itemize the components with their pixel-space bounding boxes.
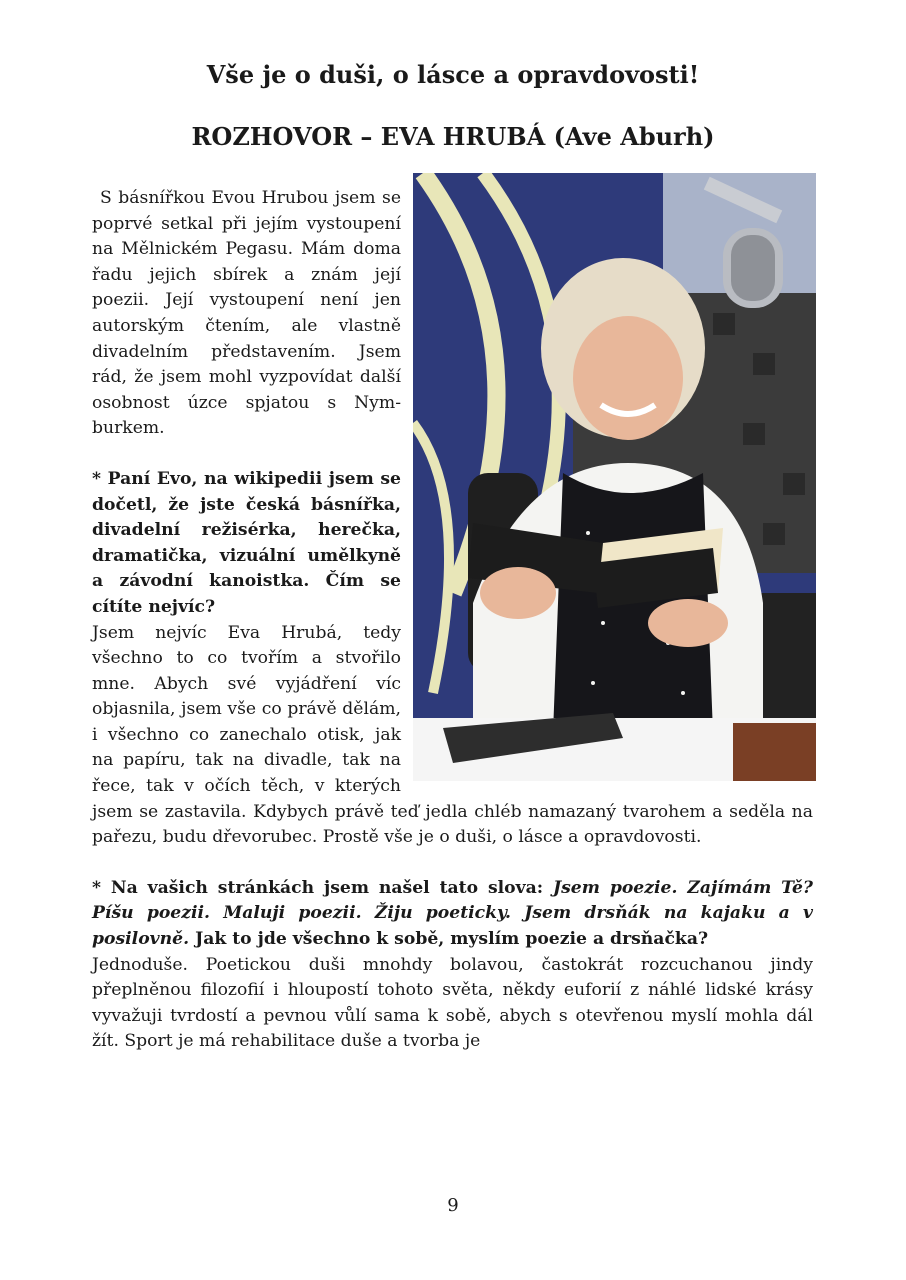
question-1: * Paní Evo, na wikipedii jsem se dočetl, že jste česká básnířka, divadelní režisérka, herečka, dramatička, vizuální umělkyně a závodní kanoistka. Čím se cítíte nejvíc? [92, 468, 401, 617]
article-subtitle: ROZHOVOR – EVA HRUBÁ (Ave Aburh) [191, 122, 715, 151]
intro-paragraph: S básnířkou Evou Hrubou jsem se poprvé setkal při jejím vystoupení na Mělnickém Pegasu. Mám doma řadu jejich sbírek a znám její poezii. Její vystoupení není jen autorským čtením, ale vlastně divadelním představením. Jsem rád, že jsem mohl vyzpovídat další osobnost úzce spjatou s Nymburkem. [92, 188, 401, 439]
question-2 [92, 876, 813, 953]
article-title: Vše je o duši, o lásce a opravdovosti! [206, 60, 700, 89]
answer-1: Jsem nejvíc Eva Hrubá, tedy všechno to co tvořím a stvořilo mne. Abych své vyjádření víc objasnila, jsem vše co právě dělám, i všechno co zanechalo otisk, jak na papíru, tak na divadle, tak na řece, tak v očích těch, v kterých jsem se zastavila. Kdybych právě teď jedla chléb namazaný tvarohem a seděla na pařezu, budu dřevorubec. Prostě vše je o duši, o lásce a opravdovosti. [92, 622, 813, 848]
question-2-tail: Jak to jde všechno k sobě, myslím poezie a drsňačka? [195, 929, 709, 950]
article-body [92, 186, 813, 1055]
question-2-quote: Jsem poezie. Zajímám Tě? Píšu poezii. Maluji poezii. Žiju poeticky. Jsem drsňák na kajaku a v posilovně. [92, 877, 813, 950]
answer-2: Jednoduše. Poetickou duši mnohdy bolavou, častokrát rozcuchanou jindy přeplněnou filozofií i hloupostí tohoto světa, někdy euforií z náhlé lidské krásy vyvažuji tvrdostí a pevnou vůlí sama k sobě, abych s otevřenou myslí mohla dál žít. Sport je má rehabilitace duše a tvorba je [92, 954, 813, 1052]
question-2-lead: * Na vašich stránkách jsem našel tato slova: [92, 877, 544, 898]
page-number: 9 [447, 1195, 459, 1216]
interview-photo [413, 173, 816, 781]
